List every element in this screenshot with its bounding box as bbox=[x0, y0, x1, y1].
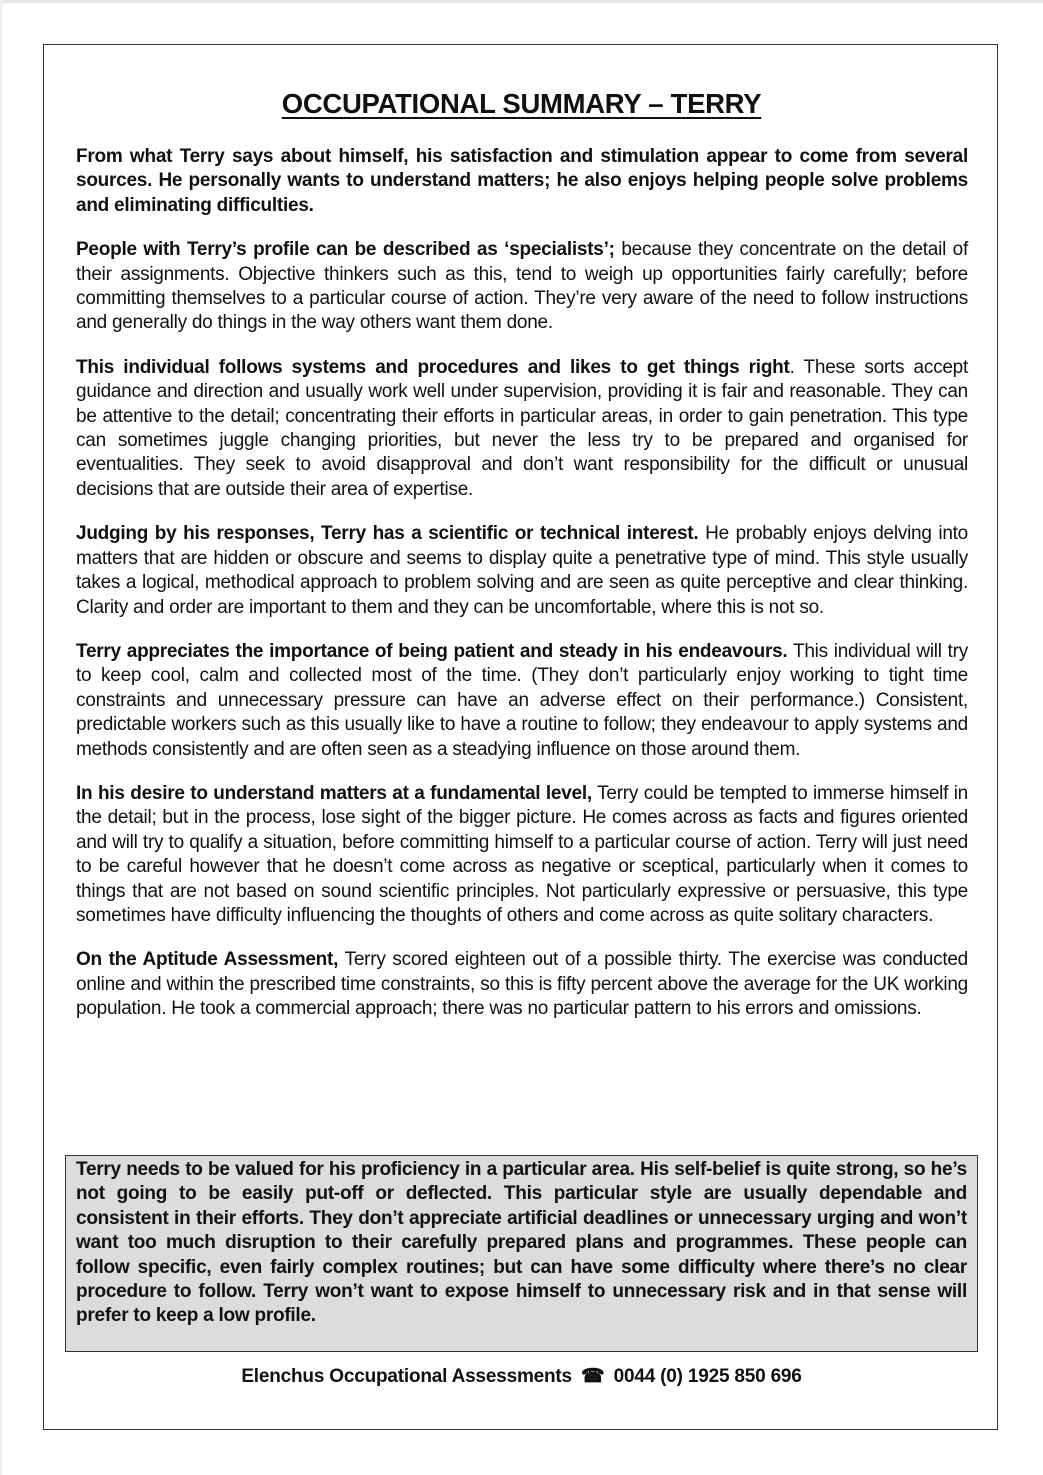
paragraph-scientific-interest bbox=[76, 522, 968, 620]
footer-company: Elenchus Occupational Assessments bbox=[241, 1366, 572, 1387]
viewer-top-edge bbox=[0, 0, 1043, 3]
paragraph-lead: In his desire to understand matters at a fundamental level, bbox=[76, 782, 592, 804]
document-body bbox=[76, 145, 968, 1042]
viewer-left-edge bbox=[0, 0, 2, 1475]
paragraph-lead: On the Aptitude Assessment, bbox=[76, 949, 339, 971]
paragraph-lead: People with Terry’s profile can be described as ‘specialists’; bbox=[76, 239, 615, 261]
paragraph-text: . These sorts accept guidance and direction and usually work well under supervision, providing it is fair and reasonable. They can be attentive to the detail; concentrating their efforts in particular areas, in order to gain penetration. This type can sometimes juggle changing priorities, but never the less try to be prepared and organised for eventualities. They seek to avoid disapproval and don’t want responsibility for the difficult or unusual decisions that are outside their area of expertise. bbox=[76, 356, 968, 500]
intro-paragraph-text: From what Terry says about himself, his satisfaction and stimulation appear to come from several sources. He personally wants to understand matters; he also enjoys helping people solve problems and eliminating difficulties. bbox=[76, 146, 968, 216]
paragraph-lead: Terry appreciates the importance of being patient and steady in his endeavours. bbox=[76, 640, 788, 662]
paragraph-text: because they concentrate on the detail of their assignments. Objective thinkers such as this, tend to weigh up opportunities fairly carefully; before committing themselves to a particular course of action. They’re very aware of the need to follow instructions and generally do things in the way others want them done. bbox=[76, 239, 968, 334]
paragraph-systems bbox=[76, 356, 968, 502]
paragraph-text: Terry scored eighteen out of a possible thirty. The exercise was conducted online and within the prescribed time constraints, so this is fifty percent above the average for the UK working population. He took a commercial approach; there was no particular pattern to his errors and omissions. bbox=[76, 949, 968, 1020]
telephone-icon: ☎ bbox=[581, 1366, 605, 1387]
paragraph-fundamental-level bbox=[76, 782, 968, 928]
paragraph-text: This individual will try to keep cool, calm and collected most of the time. (They don’t particularly enjoy working to tight time constraints and unnecessary pressure can have an adverse effect on their performance.) Consistent, predictable workers such as this usually like to have a routine to follow; they endeavour to apply systems and methods consistently and are often seen as a steadying influence on those around them. bbox=[76, 640, 968, 760]
paragraph-text: He probably enjoys delving into matters that are hidden or obscure and seems to display quite a penetrative type of mind. This style usually takes a logical, methodical approach to problem solving and are seen as quite perceptive and clear thinking. Clarity and order are important to them and they can be uncomfortable, where this is not so. bbox=[76, 523, 968, 618]
footer bbox=[0, 1365, 1043, 1388]
paragraph-lead: This individual follows systems and procedures and likes to get things right bbox=[76, 356, 790, 378]
footer-phone: 0044 (0) 1925 850 696 bbox=[613, 1366, 802, 1387]
summary-highlight-text: Terry needs to be valued for his proficiency in a particular area. His self-belief is quite strong, so he’s not going to be easily put-off or deflected. This particular style are usually dependable and consistent in their efforts. They don’t appreciate artificial deadlines or unnecessary urging and won’t want too much disruption to their carefully prepared plans and programmes. These people can follow specific, even fairly complex routines; but can have some difficulty where there’s no clear procedure to follow. Terry won’t want to expose himself to unnecessary risk and in that sense will prefer to keep a low profile. bbox=[76, 1159, 967, 1327]
paragraph-lead: Judging by his responses, Terry has a scientific or technical interest. bbox=[76, 523, 699, 545]
summary-highlight-box bbox=[65, 1155, 978, 1352]
paragraph-text: Terry could be tempted to immerse himself in the detail; but in the process, lose sight of the bigger picture. He comes across as facts and figures oriented and will try to qualify a situation, before committing himself to a particular course of action. Terry will just need to be careful however that he doesn’t come across as negative or sceptical, particularly when it comes to things that are not based on sound scientific principles. Not particularly expressive or persuasive, this type sometimes have difficulty influencing the thoughts of others and come across as quite solitary characters. bbox=[76, 782, 968, 926]
paragraph-specialists bbox=[76, 238, 968, 336]
intro-paragraph bbox=[76, 145, 968, 218]
page-title bbox=[0, 88, 1043, 120]
paragraph-aptitude bbox=[76, 948, 968, 1021]
page-title-text: OCCUPATIONAL SUMMARY – TERRY bbox=[281, 88, 762, 119]
paragraph-patience bbox=[76, 640, 968, 762]
